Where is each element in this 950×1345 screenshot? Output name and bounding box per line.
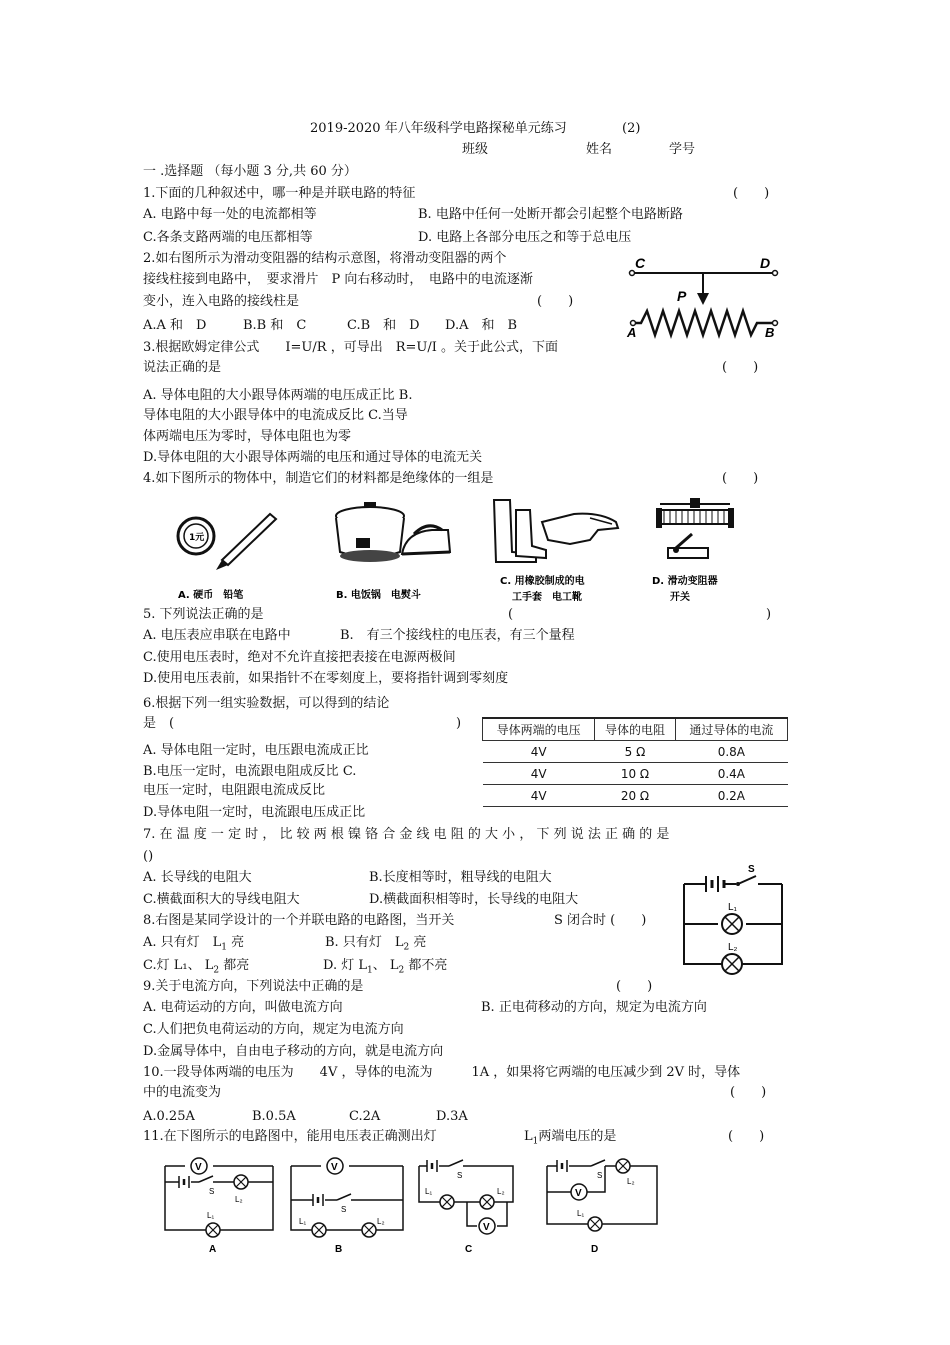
- rheostat-label-d: D: [760, 255, 771, 271]
- q8-a-tail: 亮: [231, 935, 245, 950]
- q5-option-d: D.使用电压表前，如果指针不在零刻度上，要将指针调到零刻度: [143, 671, 509, 686]
- q10-paren: ( ): [730, 1085, 767, 1100]
- lamp-b-l1-label: L₁: [299, 1217, 307, 1226]
- q4-caption-c1: C. 用橡胶制成的电: [500, 576, 585, 587]
- table-cell: 0.2A: [675, 785, 787, 807]
- q8-c-sub: 2: [213, 965, 220, 976]
- q2-paren: ( ): [537, 294, 574, 309]
- q4-caption-c2: 工手套 电工靴: [512, 592, 582, 603]
- q8-c-tail: 都亮: [223, 958, 250, 973]
- q8-stem2: S 闭合时 ( ): [554, 913, 647, 928]
- voltmeter-a-label: V: [195, 1162, 202, 1173]
- rice-cooker-icon: [336, 502, 404, 562]
- lamp-a-l1-label: L₁: [207, 1211, 215, 1220]
- q5-paren-left: (: [508, 607, 514, 622]
- q6-option-a: A. 导体电阻一定时，电压跟电流成正比: [143, 743, 369, 758]
- table-header-cell: 通过导体的电流: [675, 718, 787, 741]
- q2-option-d: D.A 和 B: [445, 318, 518, 333]
- q4-pictures: [170, 494, 750, 606]
- q4-stem: 4.如下图所示的物体中，制造它们的材料都是绝缘体的一组是: [143, 471, 494, 486]
- switch-b-label: S: [341, 1205, 347, 1214]
- q10-option-b: B.0.5A: [252, 1109, 296, 1124]
- q9-option-c: C.人们把负电荷运动的方向，规定为电流方向: [143, 1022, 404, 1037]
- q9-paren: ( ): [616, 979, 653, 994]
- q3-option-c: 体两端电压为零时，导体电阻也为零: [143, 429, 352, 444]
- switch-icon: [668, 534, 708, 558]
- q8-switch-label: S: [748, 864, 755, 875]
- q10-line1: 10.一段导体两端的电压为 4V ，导体的电流为 1A ，如果将它两端的电压减少到 2V 时，导体: [143, 1065, 741, 1080]
- table-cell: 0.4A: [675, 763, 787, 785]
- circuit-c-label: C: [465, 1244, 473, 1255]
- rheostat-label-a: A: [627, 325, 637, 340]
- page-title-number: (2): [622, 121, 641, 136]
- q8-l1-label: L₁: [728, 902, 737, 913]
- q2-option-b: B.B 和 C: [243, 318, 307, 333]
- q2-option-a: A.A 和 D: [143, 318, 207, 333]
- table-cell: 4V: [483, 763, 595, 785]
- switch-d-label: S: [597, 1171, 603, 1180]
- q7-option-d: D.横截面积相等时，长导线的电阻大: [369, 892, 579, 907]
- rheostat-diagram: [625, 255, 785, 340]
- coin-icon: [178, 518, 214, 554]
- q11-paren: ( ): [728, 1129, 765, 1144]
- q10-option-d: D.3A: [436, 1109, 468, 1124]
- lamp-d-l2-label: L₂: [627, 1177, 635, 1186]
- q8-option-c: [143, 959, 249, 976]
- rheostat-label-b: B: [765, 325, 775, 340]
- q11-l-text: L: [524, 1129, 533, 1144]
- q8-a-sub: 1: [221, 942, 228, 953]
- table-row: [483, 785, 788, 807]
- voltmeter-b-label: V: [331, 1162, 338, 1173]
- q1-option-c: C.各条支路两端的电压都相等: [143, 230, 313, 245]
- q9-option-a: A. 电荷运动的方向，叫做电流方向: [143, 1000, 343, 1015]
- q8-option-a: [143, 936, 244, 953]
- q8-d-mid: 、 L: [372, 958, 399, 973]
- q3-option-a: A. 导体电阻的大小跟导体两端的电压成正比 B.: [143, 388, 413, 403]
- table-cell: 0.8A: [675, 741, 787, 763]
- lamp-a-l2-label: L₂: [235, 1195, 243, 1204]
- lamp-b-l2-label: L₂: [377, 1217, 385, 1226]
- q6-option-d: D.导体电阻一定时，电流跟电压成正比: [143, 805, 366, 820]
- q7-stem: 7. 在 温 度 一 定 时 ， 比 较 两 根 镍 铬 合 金 线 电 阻 的 大 小 ， 下 列 说 法 正 确 的 是: [143, 827, 670, 842]
- q8-circuit-diagram: [678, 862, 790, 978]
- circuit-d-label: D: [591, 1244, 599, 1255]
- switch-c-label: S: [457, 1171, 463, 1180]
- q10-option-c: C.2A: [349, 1109, 381, 1124]
- q8-a-text: A. 只有灯 L: [143, 935, 222, 950]
- q4-caption-d1: D. 滑动变阻器: [652, 576, 718, 587]
- q5-option-b: B. 有三个接线柱的电压表，有三个量程: [340, 628, 575, 643]
- q4-caption-b: B. 电饭锅 电熨斗: [336, 590, 421, 601]
- name-label: 姓名: [586, 142, 613, 157]
- rubber-boots-icon: [494, 500, 546, 562]
- coin-text: 1元: [189, 533, 205, 543]
- switch-a-label: S: [209, 1187, 215, 1196]
- q3-line2: 说法正确的是: [143, 360, 222, 375]
- q10-option-a: A.0.25A: [143, 1109, 195, 1124]
- circuit-a: [165, 1158, 273, 1255]
- q1-option-d: D. 电路上各部分电压之和等于总电压: [418, 230, 632, 245]
- table-row: [483, 741, 788, 763]
- q5-option-a: A. 电压表应串联在电路中: [143, 628, 291, 643]
- q8-d-text: D. 灯 L: [323, 958, 367, 973]
- page-title: 2019-2020 年八年级科学电路探秘单元练习: [310, 121, 567, 136]
- q6-option-c: 电压一定时，电阻跟电流成反比: [143, 783, 326, 798]
- q3-option-b: 导体电阻的大小跟导体中的电流成反比 C.当导: [143, 408, 408, 423]
- q6-option-b: B.电压一定时，电流跟电阻成反比 C.: [143, 764, 357, 779]
- q6-line1: 6.根据下列一组实验数据，可以得到的结论: [143, 696, 390, 711]
- table-cell: 4V: [483, 741, 595, 763]
- table-header-cell: 导体两端的电压: [483, 718, 595, 741]
- q7-option-b: B.长度相等时，粗导线的电阻大: [369, 870, 552, 885]
- q8-d-sub: 1: [367, 965, 373, 976]
- q5-option-c: C.使用电压表时，绝对不允许直接把表接在电源两极间: [143, 650, 456, 665]
- q5-stem: 5. 下列说法正确的是: [143, 607, 264, 622]
- q2-line2: 接线柱接到电路中， 要求滑片 P 向右移动时， 电路中的电流逐渐: [143, 272, 533, 287]
- q8-option-d: [323, 959, 447, 976]
- lamp-l2-icon: [722, 954, 742, 974]
- q8-b-text: B. 只有灯 L: [325, 935, 404, 950]
- iron-icon: [402, 526, 450, 554]
- q11-l-tail: 两端电压的是: [538, 1129, 617, 1144]
- q9-option-d: D.金属导体中，自由电子移动的方向，就是电流方向: [143, 1044, 444, 1059]
- table-header-cell: 导体的电阻: [595, 718, 676, 741]
- q1-option-a: A. 电路中每一处的电流都相等: [143, 207, 317, 222]
- lamp-c-l1-label: L₁: [425, 1187, 433, 1196]
- q3-paren: ( ): [722, 360, 759, 375]
- rubber-glove-icon: [542, 514, 618, 544]
- circuit-b-label: B: [335, 1244, 343, 1255]
- q8-b-sub: 2: [403, 942, 410, 953]
- table-cell: 4V: [483, 785, 595, 807]
- q8-option-b: [325, 936, 426, 953]
- q6-line2: 是 (: [143, 716, 175, 731]
- q8-l2-label: L₂: [728, 942, 738, 953]
- q1-paren: ( ): [733, 186, 770, 201]
- lamp-d-l1-label: L₁: [577, 1209, 585, 1218]
- lamp-l1-icon: [722, 914, 742, 934]
- table-header-row: [483, 718, 788, 741]
- section-heading: 一 .选择题 （每小题 3 分,共 60 分）: [143, 164, 357, 179]
- rheostat-label-c: C: [635, 255, 646, 271]
- q4-caption-d2: 开关: [670, 592, 690, 603]
- q4-paren: ( ): [722, 471, 759, 486]
- circuit-a-label: A: [209, 1244, 217, 1255]
- q3-line1: 3.根据欧姆定律公式 I=U/R ，可导出 R=U/I 。关于此公式，下面: [143, 340, 558, 355]
- q9-stem: 9.关于电流方向，下列说法中正确的是: [143, 979, 364, 994]
- q11-stem: 11.在下图所示的电路图中，能用电压表正确测出灯: [143, 1129, 437, 1144]
- q8-d-tail: 都不亮: [408, 958, 448, 973]
- voltmeter-d-label: V: [575, 1188, 582, 1199]
- q6-paren-right: ): [456, 716, 462, 731]
- voltmeter-c-label: V: [483, 1222, 490, 1233]
- q6-data-table: [482, 717, 788, 807]
- circuit-d: [547, 1159, 657, 1255]
- q1-stem: 1.下面的几种叙述中，哪一种是并联电路的特征: [143, 186, 416, 201]
- q7-option-c: C.横截面积大的导线电阻大: [143, 892, 300, 907]
- table-cell: 20 Ω: [595, 785, 676, 807]
- q11-stem2: [524, 1130, 616, 1147]
- q10-line2: 中的电流变为: [143, 1085, 222, 1100]
- q8-stem: 8.右图是某同学设计的一个并联电路的电路图，当开关: [143, 913, 455, 928]
- q1-option-b: B. 电路中任何一处断开都会引起整个电路断路: [418, 207, 683, 222]
- table-cell: 5 Ω: [595, 741, 676, 763]
- class-label: 班级: [462, 142, 489, 157]
- rheostat-label-p: P: [677, 288, 687, 304]
- table-row: [483, 763, 788, 785]
- q4-caption-a: A. 硬币 铅笔: [178, 590, 244, 601]
- q7-option-a: A. 长导线的电阻大: [143, 870, 252, 885]
- table-cell: 10 Ω: [595, 763, 676, 785]
- q11-l-sub: 1: [532, 1136, 539, 1147]
- pencil-icon: [216, 514, 276, 570]
- q8-d-sub2: 2: [398, 965, 405, 976]
- lamp-c-l2-label: L₂: [497, 1187, 505, 1196]
- q2-line1: 2.如右图所示为滑动变阻器的结构示意图，将滑动变阻器的两个: [143, 251, 507, 266]
- rheostat-device-icon: [656, 498, 734, 528]
- q9-option-b: B. 正电荷移动的方向，规定为电流方向: [481, 1000, 707, 1015]
- q7-paren: (): [143, 849, 154, 864]
- q8-c-text: C.灯 L₁、 L: [143, 958, 214, 973]
- q5-paren-right: ): [766, 607, 772, 622]
- circuit-b: [291, 1158, 403, 1255]
- q2-line3: 变小，连入电路的接线柱是: [143, 294, 300, 309]
- q11-circuits: [155, 1152, 675, 1257]
- q2-option-c: C.B 和 D: [347, 318, 420, 333]
- q8-b-tail: 亮: [413, 935, 427, 950]
- id-label: 学号: [669, 142, 696, 157]
- circuit-c: [419, 1160, 513, 1255]
- q3-option-d: D.导体电阻的大小跟导体两端的电压和通过导体的电流无关: [143, 450, 483, 465]
